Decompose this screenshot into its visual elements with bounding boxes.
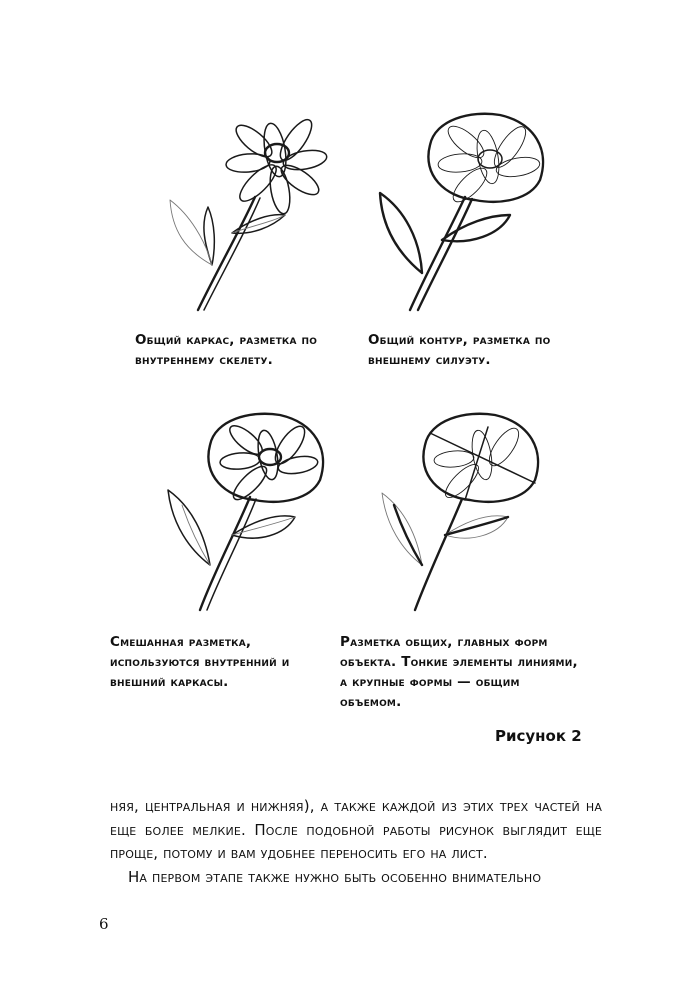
body-text [110,795,602,889]
body-paragraph-1: няя, центральная и нижняя), а также каждой из этих трех частей на еще более мелкие. После подобной работы рисунок выглядит еще проще, потому и вам удобнее переносить его на лист. [110,797,602,862]
figure-caption-4: Разметка общих, главных форм объекта. Тонкие элементы линиями, а крупные формы — общим объемом. [340,634,578,710]
body-paragraph-2: На первом этапе также нужно быть особенно внимательно [128,867,542,886]
figure-caption-3: Смешанная разметка, используются внутренний и внешний каркасы. [110,634,290,690]
flower-drawing-outer-silhouette [360,105,560,320]
flower-drawing-inner-skeleton [160,105,340,320]
flower-drawing-mixed-markup [160,405,340,620]
figure-caption-2: Общий контур, разметка по внешнему силуэту. [368,332,551,368]
page-number: 6 [99,915,109,933]
flower-drawing-main-forms [370,405,560,620]
figure-caption-1: Общий каркас, разметка по внутреннему скелету. [135,332,318,368]
figure-label: Рисунок 2 [495,727,582,745]
